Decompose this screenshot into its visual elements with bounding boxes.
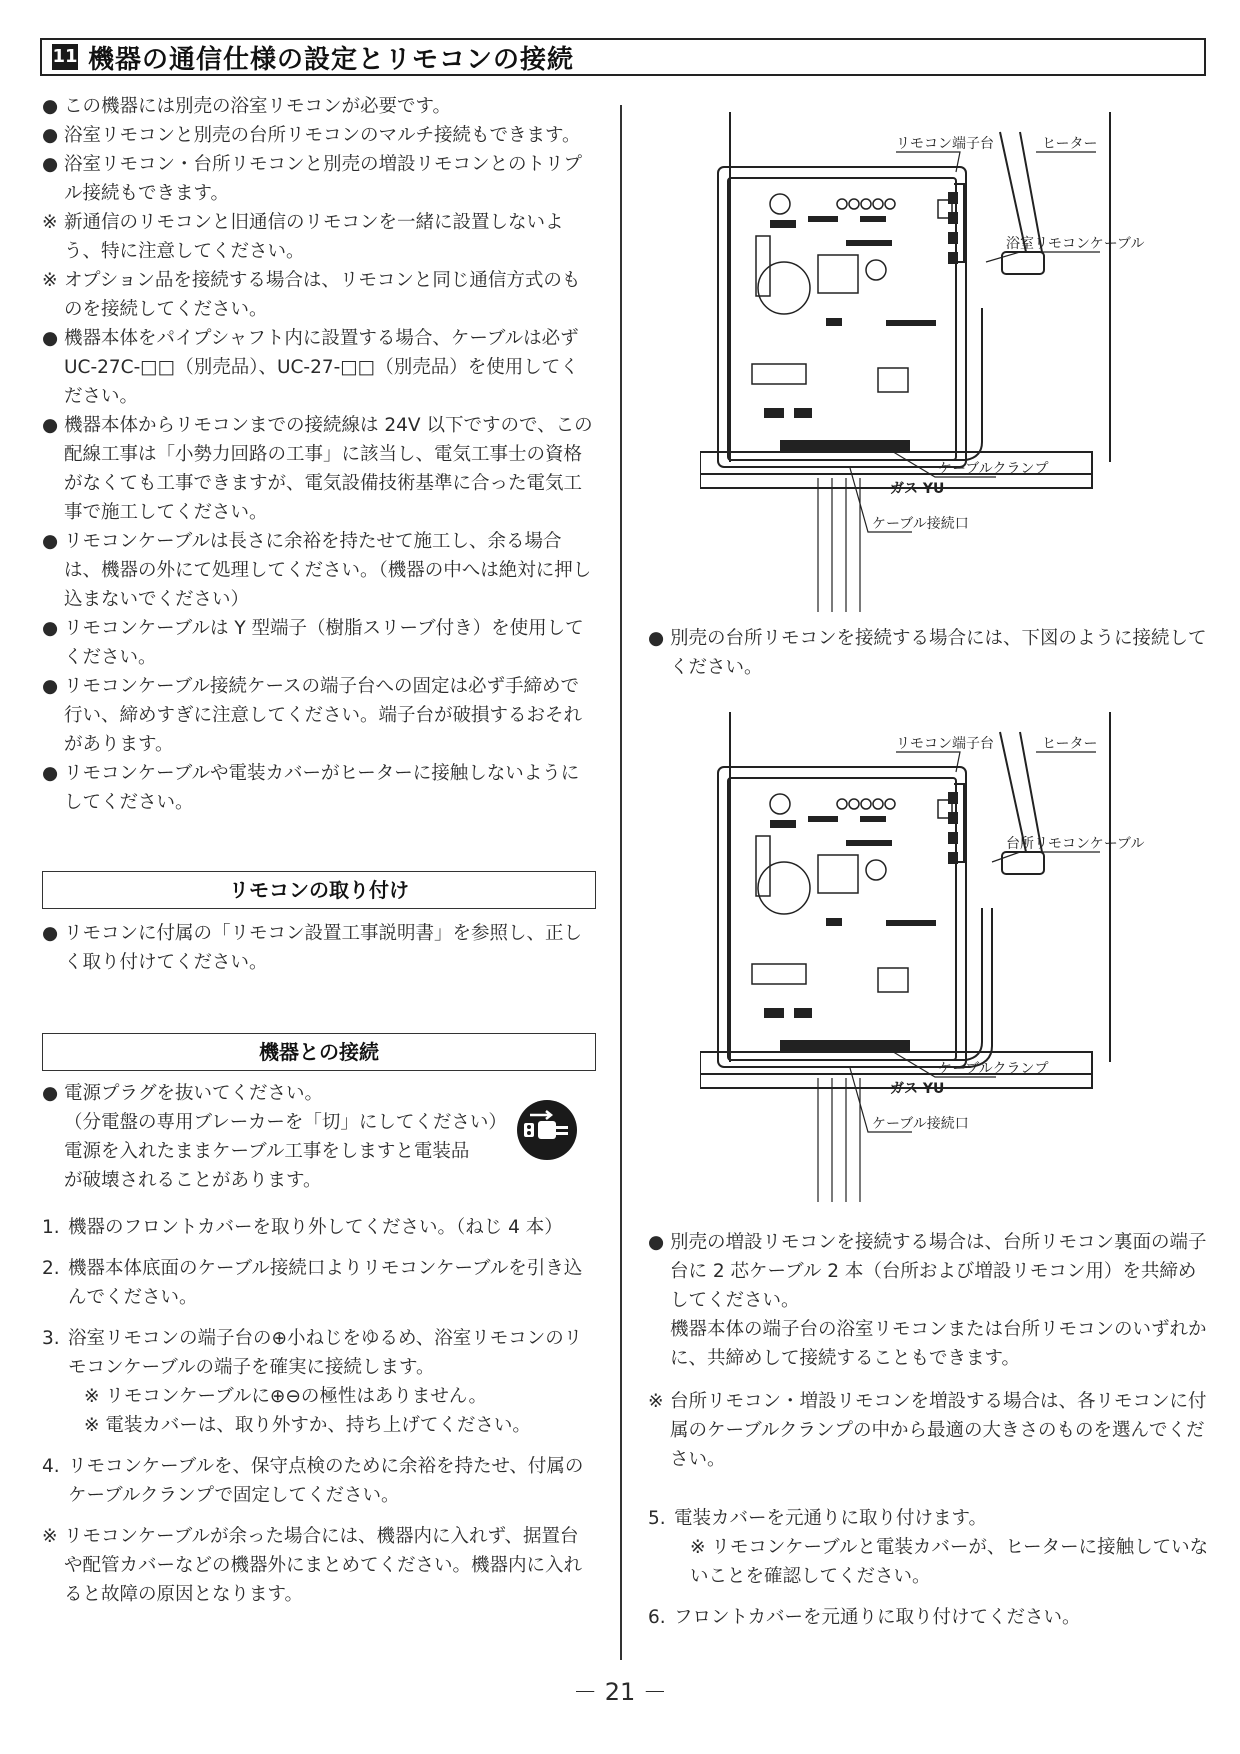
label-cable-port: ケーブル接続口 (872, 1116, 969, 1132)
note-mark: ※ (42, 212, 58, 233)
power-line: 電源を入れたままケーブル工事をしますと電装品 (64, 1141, 470, 1162)
list-item-text: リモコンケーブル接続ケースの端子台への固定は必ず手締めで行い、締めすぎに注意してください。端子台が破損するおそれがあります。 (64, 676, 583, 755)
subheading-install: リモコンの取り付け (42, 871, 596, 909)
list-item-text: この機器には別売の浴室リモコンが必要です。 (64, 96, 452, 117)
list-item-text: リモコンケーブルは長さに余裕を持たせて施工し、余る場合は、機器の外にて処理してください。（機器の中へは絶対に押し込まないでください） (64, 531, 592, 610)
list-item (42, 759, 596, 817)
step-text: リモコンケーブルを、保守点検のために余裕を持たせ、付属のケーブルクランプで固定してください。 (68, 1456, 584, 1506)
step-number: 3. (42, 1328, 60, 1349)
list-item-text: 機器本体をパイプシャフト内に設置する場合、ケーブルは必ず UC-27C-□□（別売品）、UC-27-□□（別売品）を使用してください。 (64, 328, 579, 407)
step-number: 6. (648, 1607, 666, 1628)
label-terminal-block: リモコン端子台 (896, 136, 994, 152)
power-warning (42, 1079, 596, 1195)
page-title: 機器の通信仕様の設定とリモコンの接続 (88, 44, 575, 75)
list-item (42, 411, 596, 527)
bullet-mark: ● (42, 154, 59, 175)
column-divider (620, 105, 622, 1660)
note-mark: ※ (42, 270, 58, 291)
list-item (648, 1387, 1210, 1474)
label-heater: ヒーター (1042, 736, 1098, 752)
label-bath-cable: 浴室リモコンケーブル (1006, 236, 1145, 252)
step-number: 4. (42, 1456, 60, 1477)
step-number: 1. (42, 1217, 60, 1238)
power-line: （分電盤の専用ブレーカーを「切」にしてください） (64, 1112, 507, 1133)
kitchen-remote-intro (648, 624, 1210, 682)
step-4 (42, 1452, 596, 1510)
step-5 (648, 1504, 1210, 1591)
list-item (42, 672, 596, 759)
list-item-text: 別売の増設リモコンを接続する場合は、台所リモコン裏面の端子台に 2 芯ケーブル 2 本（台所および増設リモコン用）を共締めしてください。 (670, 1232, 1207, 1311)
list-item (42, 324, 596, 411)
page-number: － 21 － (573, 1678, 667, 1706)
diagram-bathroom-remote (700, 112, 1180, 612)
install-instruction (42, 919, 596, 977)
intro-list (42, 92, 596, 817)
list-item (42, 614, 596, 672)
bullet-mark: ● (42, 1083, 59, 1104)
bullet-mark: ● (42, 125, 59, 146)
step-text: 機器のフロントカバーを取り外してください。（ねじ 4 本） (68, 1217, 563, 1238)
plate-marking: ガス YU (890, 481, 945, 497)
install-instruction-text: リモコンに付属の「リモコン設置工事説明書」を参照し、正しく取り付けてください。 (64, 923, 583, 973)
list-item (42, 92, 596, 121)
bullet-mark: ● (42, 531, 59, 552)
step-note: ※ リモコンケーブルと電装カバーが、ヒーターに接触していないことを確認してください。 (690, 1537, 1209, 1587)
label-kitchen-cable: 台所リモコンケーブル (1006, 836, 1145, 852)
connection-steps (42, 1213, 596, 1609)
bullet-mark: ● (648, 1232, 665, 1253)
list-item (648, 624, 1210, 682)
label-cable-port: ケーブル接続口 (872, 516, 969, 532)
label-terminal-block: リモコン端子台 (896, 736, 994, 752)
step-text: フロントカバーを元通りに取り付けてください。 (674, 1607, 1081, 1628)
section-number: 11 (52, 44, 78, 70)
list-item (42, 266, 596, 324)
final-note-text: リモコンケーブルが余った場合には、機器内に入れず、据置台や配管カバーなどの機器外にまとめてください。機器内に入れると故障の原因となります。 (64, 1526, 583, 1605)
bullet-mark: ● (42, 763, 59, 784)
list-item-text: 浴室リモコン・台所リモコンと別売の増設リモコンとのトリプル接続もできます。 (64, 154, 583, 204)
subheading-connect: 機器との接続 (42, 1033, 596, 1071)
list-item-text: 新通信のリモコンと旧通信のリモコンを一緒に設置しないよう、特に注意してください。 (64, 212, 564, 262)
label-cable-clamp: ケーブルクランプ (938, 1061, 1049, 1077)
list-item-text: 別売の台所リモコンを接続する場合には、下図のように接続してください。 (670, 628, 1207, 678)
step-number: 5. (648, 1508, 666, 1529)
bullet-mark: ● (42, 618, 59, 639)
step-note: ※ リモコンケーブルに⊕⊖の極性はありません。 (84, 1386, 487, 1407)
step-3 (42, 1324, 596, 1440)
list-item-text: リモコンケーブルは Y 型端子（樹脂スリーブ付き）を使用してください。 (64, 618, 584, 668)
plate-marking: ガス YU (890, 1081, 945, 1097)
note-mark: ※ (648, 1391, 664, 1412)
note-mark: ※ (42, 1526, 58, 1547)
power-warning-text (42, 1079, 596, 1195)
list-item (42, 150, 596, 208)
bullet-mark: ● (42, 676, 59, 697)
left-column (42, 92, 596, 1609)
list-item-text: 台所リモコン・増設リモコンを増設する場合は、各リモコンに付属のケーブルクランプの中から最適の大きさのものを選んでください。 (670, 1391, 1207, 1470)
bullet-mark: ● (42, 923, 59, 944)
list-item (42, 208, 596, 266)
bullet-mark: ● (648, 628, 665, 649)
label-heater: ヒーター (1042, 136, 1098, 152)
step-text: 機器本体底面のケーブル接続口よりリモコンケーブルを引き込んでください。 (68, 1258, 583, 1308)
power-line: が破壊されることがあります。 (64, 1170, 322, 1191)
label-cable-clamp: ケーブルクランプ (938, 461, 1049, 477)
step-6 (648, 1603, 1210, 1632)
section-title (40, 38, 1206, 76)
bullet-mark: ● (42, 96, 59, 117)
list-item-text: 浴室リモコンと別売の台所リモコンのマルチ接続もできます。 (64, 125, 581, 146)
step-number: 2. (42, 1258, 60, 1279)
list-item (42, 121, 596, 150)
final-note (42, 1522, 596, 1609)
diagram-kitchen-remote (700, 712, 1180, 1202)
list-item-text: 機器本体の端子台の浴室リモコンまたは台所リモコンのいずれかに、共締めして接続することもできます。 (670, 1319, 1207, 1369)
bullet-mark: ● (42, 328, 59, 349)
bullet-mark: ● (42, 415, 59, 436)
step-text: 電装カバーを元通りに取り付けます。 (674, 1508, 988, 1529)
list-item-text: 機器本体からリモコンまでの接続線は 24V 以下ですので、この配線工事は「小勢力回路の工事」に該当し、電気工事士の資格がなくても工事できますが、電気設備技術基準に合った電気工事で施工してください。 (64, 415, 593, 523)
step-note: ※ 電装カバーは、取り外すか、持ち上げてください。 (84, 1415, 531, 1436)
unplug-icon (516, 1099, 578, 1161)
list-item-text: リモコンケーブルや電装カバーがヒーターに接触しないようにしてください。 (64, 763, 580, 813)
list-item-text: オプション品を接続する場合は、リモコンと同じ通信方式のものを接続してください。 (64, 270, 581, 320)
additional-remote-section (648, 1228, 1210, 1644)
step-text: 浴室リモコンの端子台の⊕小ねじをゆるめ、浴室リモコンのリモコンケーブルの端子を確実に接続します。 (68, 1328, 583, 1378)
list-item (648, 1228, 1210, 1373)
power-line: 電源プラグを抜いてください。 (64, 1083, 324, 1104)
list-item (42, 527, 596, 614)
step-1 (42, 1213, 596, 1242)
step-2 (42, 1254, 596, 1312)
